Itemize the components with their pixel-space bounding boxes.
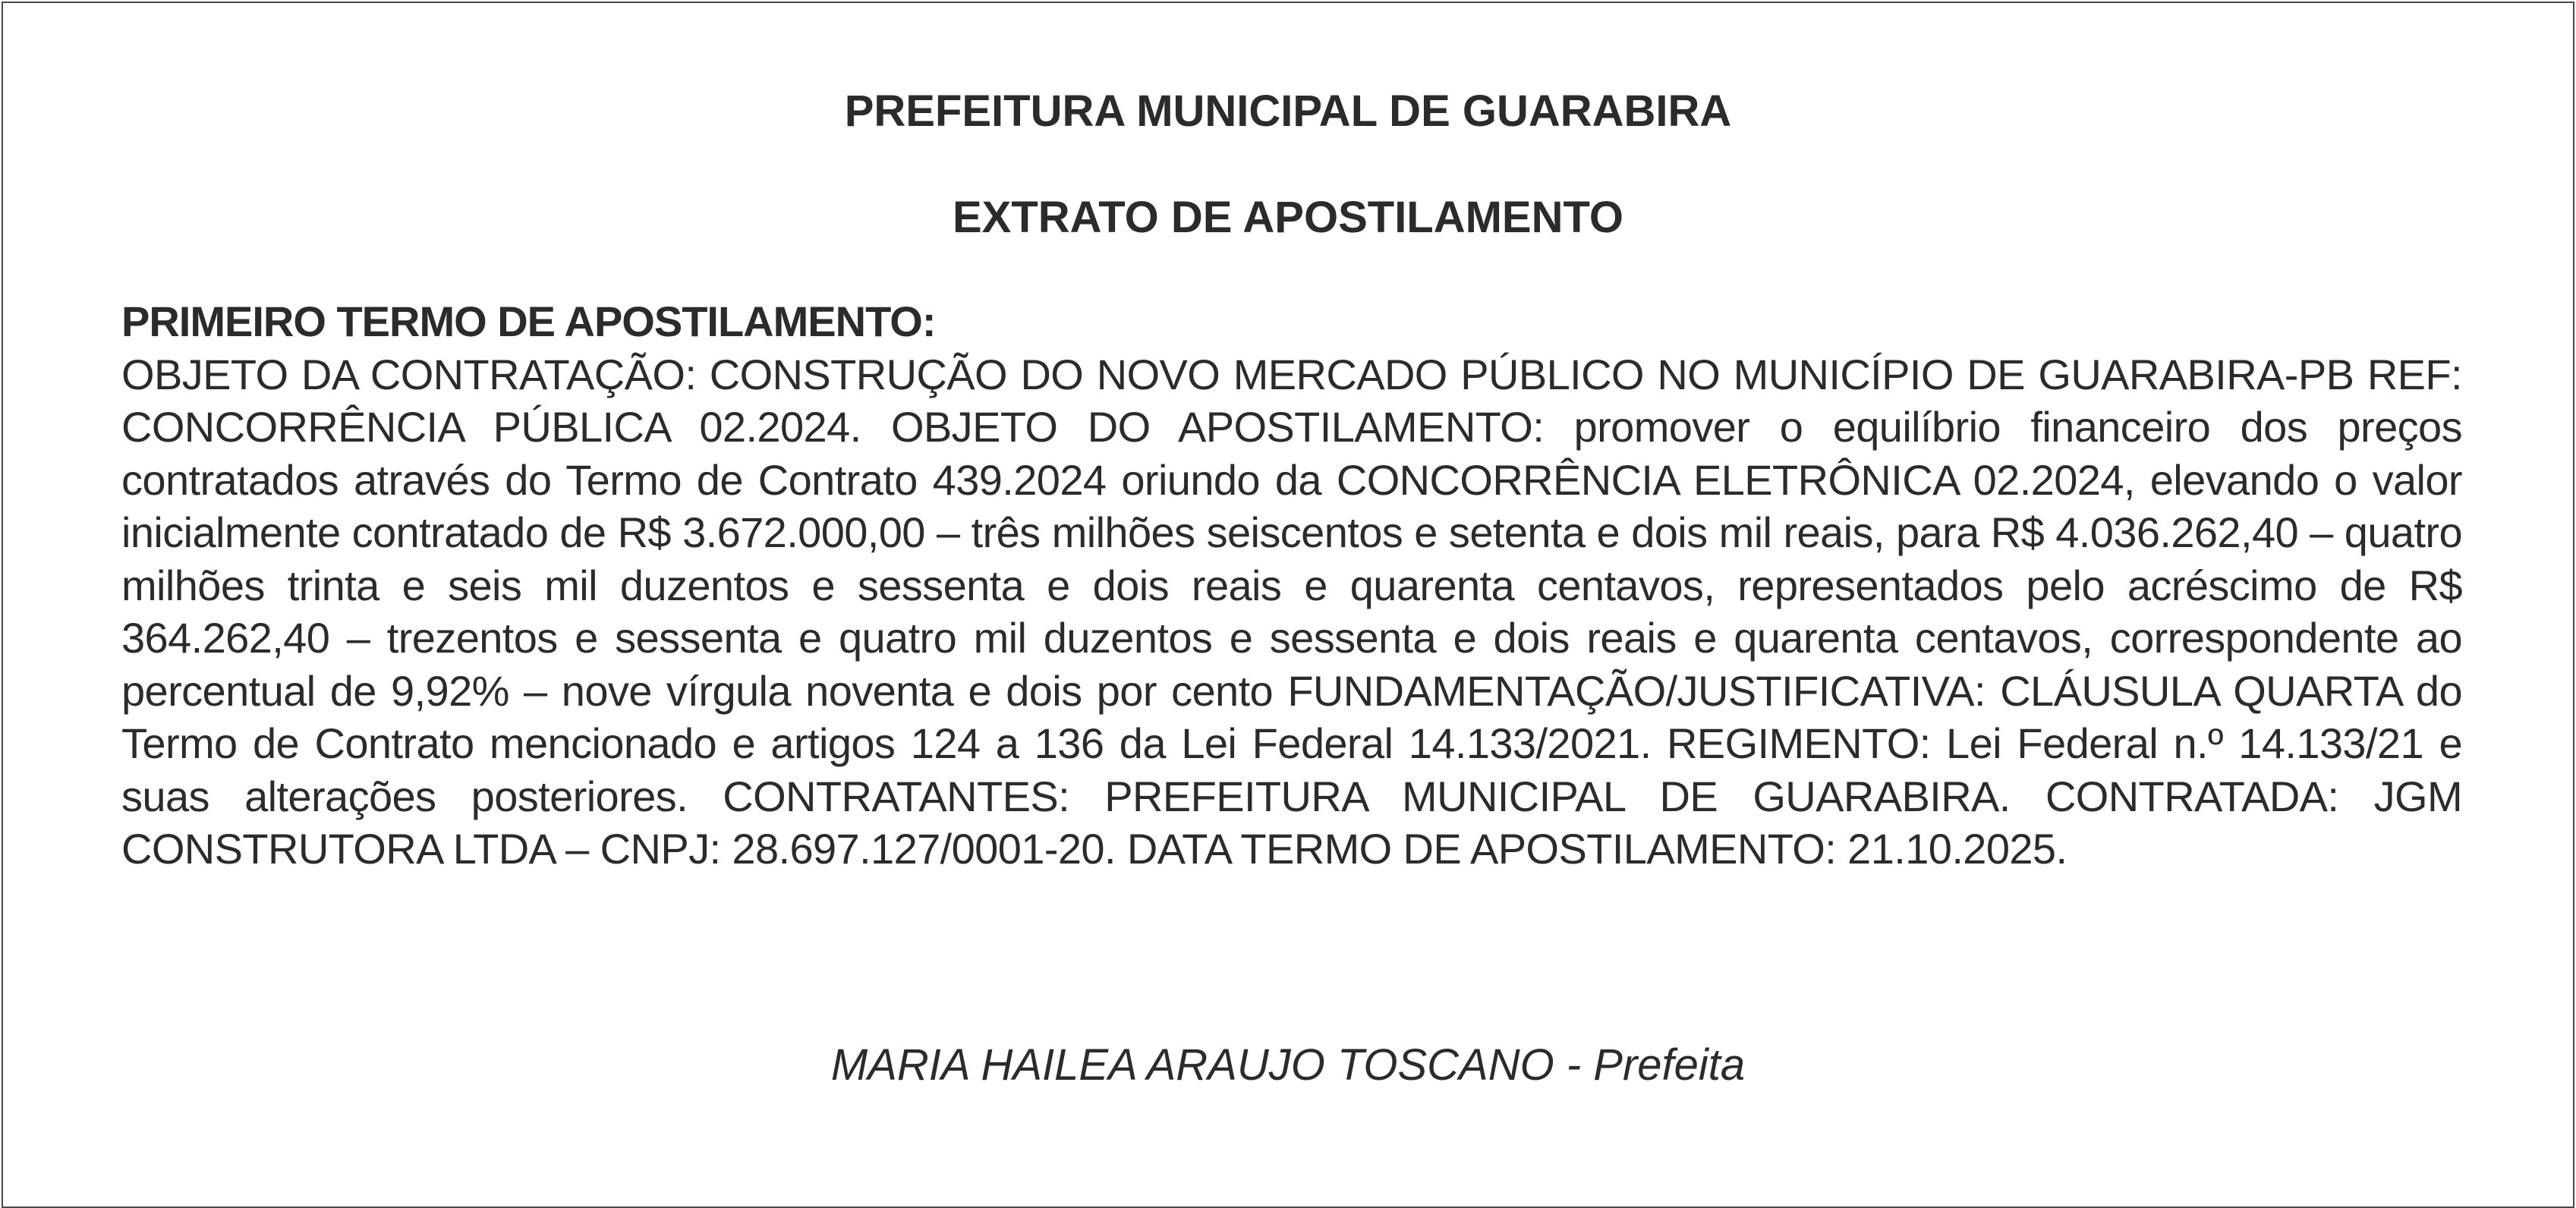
document-frame (2, 2, 2574, 1208)
signature-line: MARIA HAILEA ARAUJO TOSCANO - Prefeita (830, 1040, 1746, 1090)
document-content (121, 295, 2462, 876)
section-body: OBJETO DA CONTRATAÇÃO: CONSTRUÇÃO DO NOVO MERCADO PÚBLICO NO MUNICÍPIO DE GUARABIRA-PB REF: CONCORRÊNCIA PÚBLICA 02.2024. OBJETO DO APOSTILAMENTO: promover o equilíbrio financeiro dos preços contratados através do Termo de Contrato 439.2024 oriundo da CONCORRÊNCIA ELETRÔNICA 02.2024, elevando o valor inicialmente contratado de R$ 3.672.000,00 – três milhões seiscentos e setenta e dois mil reais, para R$ 4.036.262,40 – quatro milhões trinta e seis mil duzentos e sessenta e dois reais e quarenta centavos, representados pelo acréscimo de R$ 364.262,40 – trezentos e sessenta e quatro mil duzentos e sessenta e dois reais e quarenta centavos, correspondente ao percentual de 9,92% – nove vírgula noventa e dois por cento FUNDAMENTAÇÃO/JUSTIFICATIVA: CLÁUSULA QUARTA do Termo de Contrato mencionado e artigos 124 a 136 da Lei Federal 14.133/2021. REGIMENTO: Lei Federal n.º 14.133/21 e suas alterações posteriores. CONTRATANTES: PREFEITURA MUNICIPAL DE GUARABIRA. CONTRATADA: JGM CONSTRUTORA LTDA – CNPJ: 28.697.127/0001-20. DATA TERMO DE APOSTILAMENTO: 21.10.2025. (121, 350, 2462, 873)
organization-title: PREFEITURA MUNICIPAL DE GUARABIRA (844, 87, 1732, 136)
section-heading: PRIMEIRO TERMO DE APOSTILAMENTO: (121, 297, 936, 345)
document-type-title: EXTRATO DE APOSTILAMENTO (952, 193, 1624, 242)
